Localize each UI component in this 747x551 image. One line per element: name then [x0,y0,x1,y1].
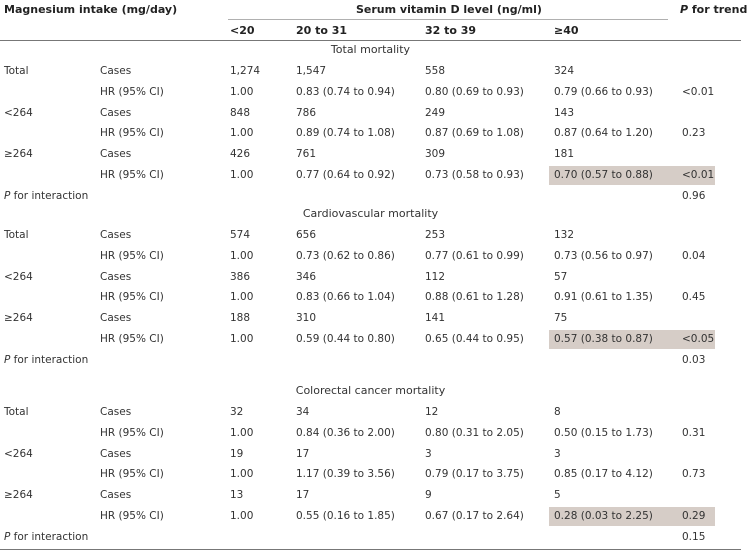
header-level-2: 20 to 31 [296,24,348,37]
interaction-label [4,531,88,544]
header-p-italic: P [680,3,689,16]
header-p-for-trend [680,3,747,16]
row-measure-label: Cases [100,148,132,161]
table-cell: 141 [425,312,446,325]
table-cell: 253 [425,229,446,241]
table-cell: 386 [230,270,251,283]
row-p-for-trend: 0.45 [682,291,706,304]
table-cell: 786 [296,106,317,119]
section-title: Total mortality [330,43,411,56]
table-cell: 1.00 [230,85,254,98]
table-cell: 0.59 (0.44 to 0.80) [296,333,395,345]
table-cell: 0.80 (0.31 to 2.05) [425,426,524,439]
table-cell: 0.73 (0.62 to 0.86) [296,249,395,262]
row-group-label: Total [4,406,29,418]
interaction-value: 0.15 [682,530,706,543]
table-cell: 181 [554,148,575,161]
table-cell: 188 [230,312,251,325]
row-group-label: Total [4,229,29,241]
table-cell: 1.00 [230,333,254,345]
table-cell: 112 [425,270,446,283]
interaction-label [4,190,88,203]
table-bottom-rule [0,549,741,550]
table-cell: 0.57 (0.38 to 0.87) [554,333,653,345]
table-cell: 1.00 [230,426,254,439]
header-magnesium-intake: Magnesium intake (mg/day) [4,3,178,16]
table-cell: 9 [425,489,432,502]
table-cell: 324 [554,65,575,77]
table-cell: 132 [554,229,575,241]
table-cell: 17 [296,447,310,460]
table-cell: 1.00 [230,169,254,181]
row-measure-label: Cases [100,406,132,418]
table-cell: 0.73 (0.58 to 0.93) [425,169,524,181]
table-cell: 0.89 (0.74 to 1.08) [296,127,395,140]
row-p-for-trend: 0.29 [682,510,706,522]
row-p-for-trend: <0.01 [682,85,715,98]
row-measure-label: Cases [100,312,132,325]
table-cell: 1,547 [296,65,327,77]
table-cell: 0.28 (0.03 to 2.25) [554,510,653,522]
table-cell: 0.65 (0.44 to 0.95) [425,333,524,345]
table-cell: 1.00 [230,291,254,304]
table-cell: 1.17 (0.39 to 3.56) [296,468,395,481]
row-p-for-trend: <0.05 [682,333,715,345]
table-cell: 17 [296,489,310,502]
table-cell: 8 [554,406,561,418]
row-group-label: <264 [4,270,33,283]
table-cell: 0.91 (0.61 to 1.35) [554,291,653,304]
table-cell: 12 [425,406,439,418]
table-cell: 0.73 (0.56 to 0.97) [554,249,653,262]
interaction-p-italic: P [4,189,11,202]
table-cell: 0.67 (0.17 to 2.64) [425,510,524,522]
table-cell: 19 [230,447,244,460]
row-measure-label: HR (95% CI) [100,333,164,345]
header-p-rest: for trend [688,3,747,16]
table-cell: 3 [554,447,561,460]
table-cell: 0.77 (0.61 to 0.99) [425,249,524,262]
header-level-3: 32 to 39 [425,24,477,37]
table-cell: 1.00 [230,127,254,140]
table-cell: 1,274 [230,65,261,77]
row-measure-label: HR (95% CI) [100,127,164,140]
row-p-for-trend: 0.23 [682,127,706,140]
table-cell: 34 [296,406,310,418]
interaction-label-rest: for interaction [10,530,89,543]
row-measure-label: HR (95% CI) [100,426,164,439]
header-bottom-rule [0,40,741,41]
table-cell: 0.79 (0.66 to 0.93) [554,85,653,98]
table-cell: 3 [425,447,432,460]
table-cell: 0.88 (0.61 to 1.28) [425,291,524,304]
table-cell: 0.83 (0.74 to 0.94) [296,85,395,98]
header-level-4: ≥40 [554,24,579,37]
table-cell: 656 [296,229,317,241]
interaction-value: 0.03 [682,353,706,366]
table-cell: 13 [230,489,244,502]
interaction-p-italic: P [4,353,11,366]
table-cell: 574 [230,229,251,241]
table-cell: 0.70 (0.57 to 0.88) [554,169,653,181]
row-measure-label: HR (95% CI) [100,510,164,522]
table-cell: 309 [425,148,446,161]
table-cell: 0.55 (0.16 to 1.85) [296,510,395,522]
table-cell: 0.84 (0.36 to 2.00) [296,426,395,439]
table-cell: 5 [554,489,561,502]
interaction-p-italic: P [4,530,11,543]
header-serum-vitamin-d: Serum vitamin D level (ng/ml) [356,3,542,16]
table-cell: 0.79 (0.17 to 3.75) [425,468,524,481]
row-measure-label: Cases [100,489,132,502]
table-cell: 0.50 (0.15 to 1.73) [554,426,653,439]
row-measure-label: HR (95% CI) [100,291,164,304]
table-cell: 75 [554,312,568,325]
header-level-1: <20 [230,24,255,37]
row-measure-label: HR (95% CI) [100,169,164,181]
table-cell: 1.00 [230,468,254,481]
row-p-for-trend: 0.73 [682,468,706,481]
table-cell: 0.83 (0.66 to 1.04) [296,291,395,304]
table-cell: 32 [230,406,244,418]
table-cell: 310 [296,312,317,325]
table-cell: 143 [554,106,575,119]
interaction-label [4,354,88,367]
table-cell: 0.87 (0.69 to 1.08) [425,127,524,140]
table-cell: 761 [296,148,317,161]
table-cell: 1.00 [230,510,254,522]
row-group-label: <264 [4,106,33,119]
table-cell: 0.87 (0.64 to 1.20) [554,127,653,140]
row-p-for-trend: 0.31 [682,426,706,439]
table-cell: 0.85 (0.17 to 4.12) [554,468,653,481]
table-cell: 848 [230,106,251,119]
row-measure-label: Cases [100,270,132,283]
table-cell: 57 [554,270,568,283]
interaction-label-rest: for interaction [10,189,89,202]
row-measure-label: Cases [100,447,132,460]
row-measure-label: Cases [100,65,132,77]
interaction-value: 0.96 [682,189,706,202]
table-cell: 0.80 (0.69 to 0.93) [425,85,524,98]
table-cell: 346 [296,270,317,283]
table-cell: 426 [230,148,251,161]
row-measure-label: Cases [100,106,132,119]
group-underline [228,19,668,20]
table-cell: 1.00 [230,249,254,262]
section-title: Colorectal cancer mortality [295,384,446,397]
row-measure-label: HR (95% CI) [100,249,164,262]
table-cell: 558 [425,65,446,77]
table-cell: 249 [425,106,446,119]
row-group-label: <264 [4,447,33,460]
table-cell: 0.77 (0.64 to 0.92) [296,169,395,181]
row-group-label: ≥264 [4,148,33,161]
interaction-label-rest: for interaction [10,353,89,366]
row-group-label: ≥264 [4,489,33,502]
row-measure-label: HR (95% CI) [100,468,164,481]
row-group-label: Total [4,65,29,77]
row-group-label: ≥264 [4,312,33,325]
row-measure-label: Cases [100,229,132,241]
row-measure-label: HR (95% CI) [100,85,164,98]
row-p-for-trend: <0.01 [682,169,715,181]
row-p-for-trend: 0.04 [682,249,706,262]
section-title: Cardiovascular mortality [302,207,439,220]
